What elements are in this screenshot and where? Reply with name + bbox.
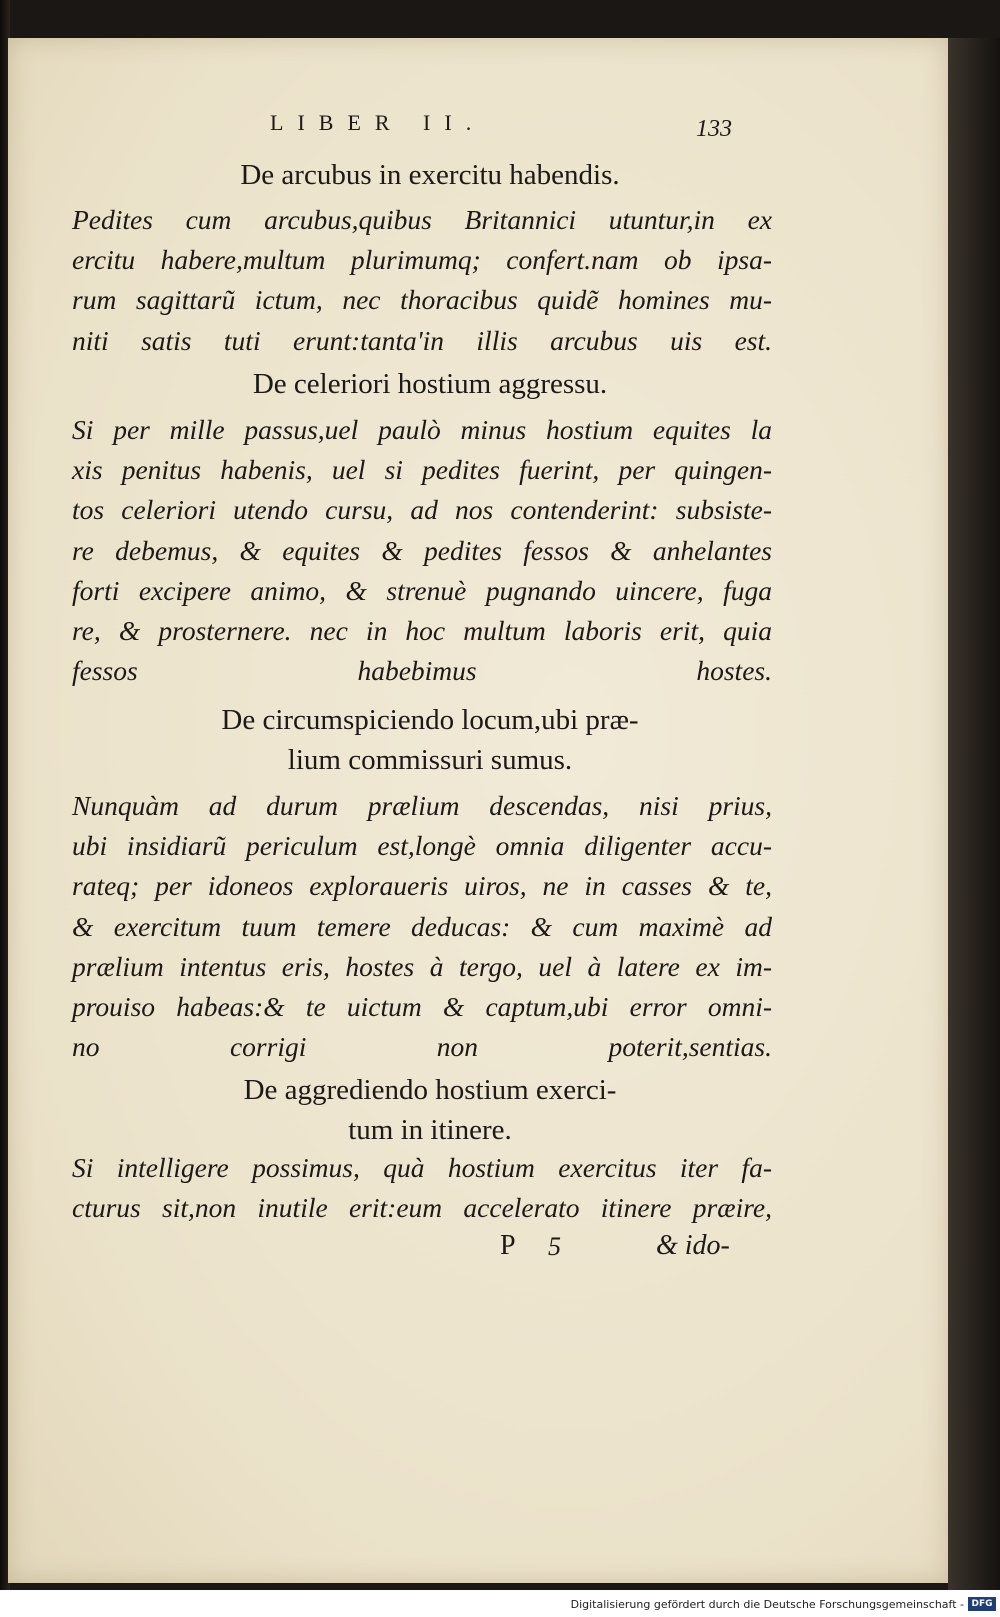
heading-line: De arcubus in exercitu habendis. — [240, 159, 620, 191]
section-paragraph — [72, 1148, 772, 1228]
text-line: fessos habebimus hostes. — [72, 655, 772, 687]
text-line: Pedites cum arcubus,quibus Britannici utuntur,in ex — [72, 204, 772, 235]
text-line: ubi insidiarũ periculum est,longè omnia diligenter accu- — [72, 830, 772, 862]
signature-number: 5 — [548, 1232, 561, 1261]
dfg-logo: DFG — [968, 1597, 996, 1611]
heading-line: De celeriori hostium aggressu. — [252, 368, 608, 400]
heading-line: tum in itinere. — [348, 1114, 512, 1146]
text-line: xis penitus habenis, uel si pedites fuerint, per quingen- — [72, 454, 772, 486]
text-line: tos celeriori utendo cursu, ad nos contenderint: subsiste- — [72, 494, 772, 526]
page-number: 133 — [696, 116, 732, 142]
text-line: & exercitum tuum temere deducas: & cum maximè ad — [72, 910, 772, 942]
heading-line: De circumspiciendo locum,ubi præ- — [221, 704, 639, 736]
running-head: LIBER II. — [270, 110, 486, 135]
page-edge — [948, 38, 1000, 1590]
section-heading — [90, 1070, 770, 1150]
text-line: prælium intentus eris, hostes à tergo, uel à latere ex im- — [72, 950, 772, 982]
text-line: no corrigi non poterit,sentias. — [72, 1031, 772, 1063]
heading-line: lium commissuri sumus. — [287, 744, 573, 776]
section-heading — [90, 155, 770, 195]
funding-notice: Digitalisierung gefördert durch die Deutsche Forschungsgemeinschaft - — [570, 1598, 964, 1611]
text-line: re, & prosternere. nec in hoc multum laboris erit, quia — [72, 615, 772, 647]
section-paragraph — [72, 410, 772, 691]
section-paragraph — [72, 786, 772, 1067]
signature-mark: P — [500, 1230, 516, 1261]
section-heading — [90, 700, 770, 780]
text-line: re debemus, & equites & pedites fessos & anhelantes — [72, 534, 772, 566]
text-line: rateq; per idoneos exploraueris uiros, ne in casses & te, — [72, 870, 772, 902]
text-line: niti satis tuti erunt:tanta'in illis arcubus uis est. — [72, 324, 772, 356]
text-line: Si per mille passus,uel paulò minus hostium equites la — [72, 414, 772, 445]
text-line: forti excipere animo, & strenuè pugnando uincere, fuga — [72, 574, 772, 606]
text-line: Si intelligere possimus, quà hostium exercitus iter fa- — [72, 1152, 772, 1183]
catchword: & ido- — [656, 1230, 730, 1261]
text-line: prouiso habeas:& te uictum & captum,ubi error omni- — [72, 991, 772, 1023]
text-line: rum sagittarũ ictum, nec thoracibus quidẽ homines mu- — [72, 284, 772, 316]
text-line: ercitu habere,multum plurimumq; confert.nam ob ipsa- — [72, 244, 772, 276]
text-line: cturus sit,non inutile erit:eum accelerato itinere præire, — [72, 1192, 772, 1224]
section-heading — [90, 364, 770, 404]
heading-line: De aggrediendo hostium exerci- — [243, 1074, 617, 1106]
section-paragraph — [72, 200, 772, 361]
text-line: Nunquàm ad durum prælium descendas, nisi prius, — [72, 790, 772, 821]
